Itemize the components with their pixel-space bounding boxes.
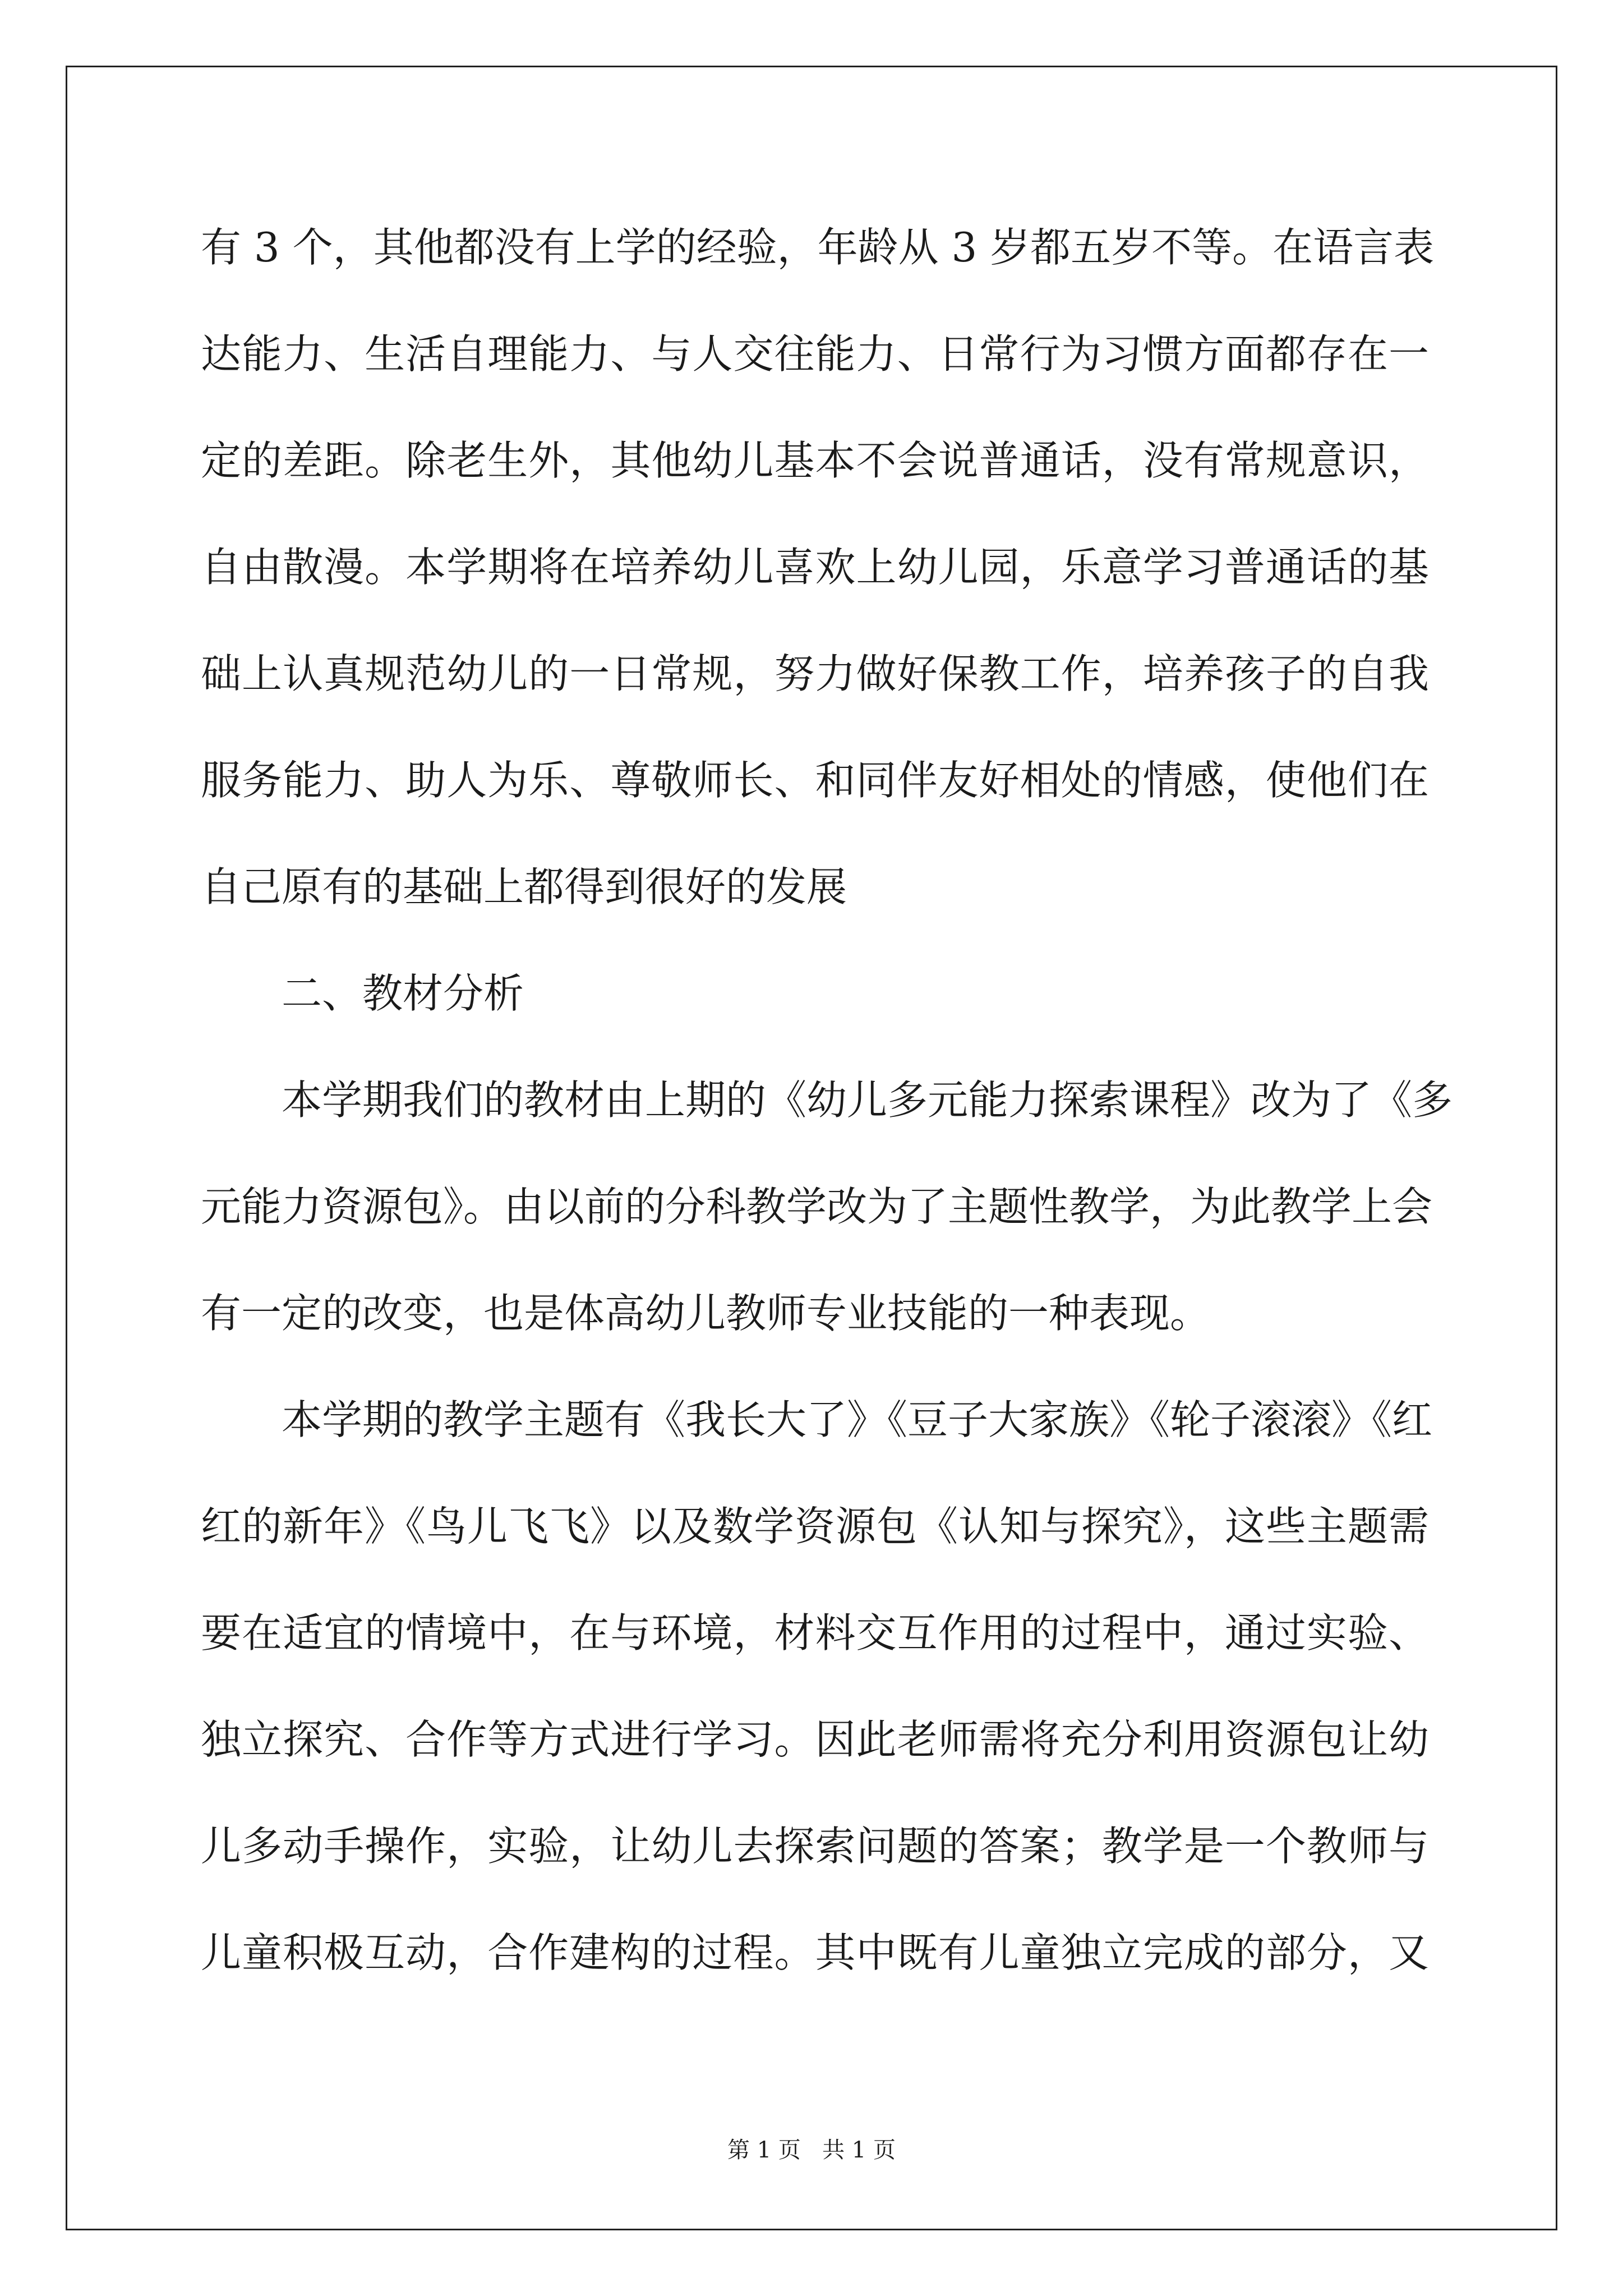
- text-line: 有 3 个，其他都没有上学的经验，年龄从 3 岁都五岁不等。在语言表: [201, 224, 1435, 271]
- text-line: 自己原有的基础上都得到很好的发展: [201, 863, 847, 910]
- text-line: 础上认真规范幼儿的一日常规，努力做好保教工作，培养孩子的自我: [201, 650, 1429, 697]
- text-line: 独立探究、合作等方式进行学习。因此老师需将充分利用资源包让幼: [201, 1716, 1429, 1763]
- page-number: 第 1 页: [727, 2137, 801, 2163]
- text-line: 自由散漫。本学期将在培养幼儿喜欢上幼儿园，乐意学习普通话的基: [201, 544, 1429, 591]
- text-line: 达能力、生活自理能力、与人交往能力、日常行为习惯方面都存在一: [201, 330, 1429, 378]
- text-line: 儿多动手操作，实验，让幼儿去探索问题的答案；教学是一个教师与: [201, 1823, 1429, 1870]
- page-footer: [0, 2136, 1623, 2164]
- text-line: 服务能力、助人为乐、尊敬师长、和同伴友好相处的情感，使他们在: [201, 757, 1429, 804]
- text-line: 定的差距。除老生外，其他幼儿基本不会说普通话，没有常规意识，: [201, 437, 1429, 484]
- page-total: 共 1 页: [822, 2137, 896, 2163]
- section-heading: 二、教材分析: [282, 970, 524, 1017]
- text-line: 红的新年》《鸟儿飞飞》以及数学资源包《认知与探究》，这些主题需: [201, 1503, 1429, 1550]
- text-line: 儿童积极互动，合作建构的过程。其中既有儿童独立完成的部分，又: [201, 1929, 1429, 1976]
- text-line: 要在适宜的情境中，在与环境，材料交互作用的过程中，通过实验、: [201, 1609, 1429, 1657]
- text-line: 有一定的改变，也是体高幼儿教师专业技能的一种表现。: [201, 1290, 1211, 1337]
- text-line: 元能力资源包》。由以前的分科教学改为了主题性教学，为此教学上会: [201, 1183, 1433, 1230]
- text-line: 本学期的教学主题有《我长大了》《豆子大家族》《轮子滚滚》《红: [282, 1396, 1433, 1443]
- text-line: 本学期我们的教材由上期的《幼儿多元能力探索课程》改为了《多: [282, 1076, 1453, 1124]
- document-body: [201, 216, 1453, 2028]
